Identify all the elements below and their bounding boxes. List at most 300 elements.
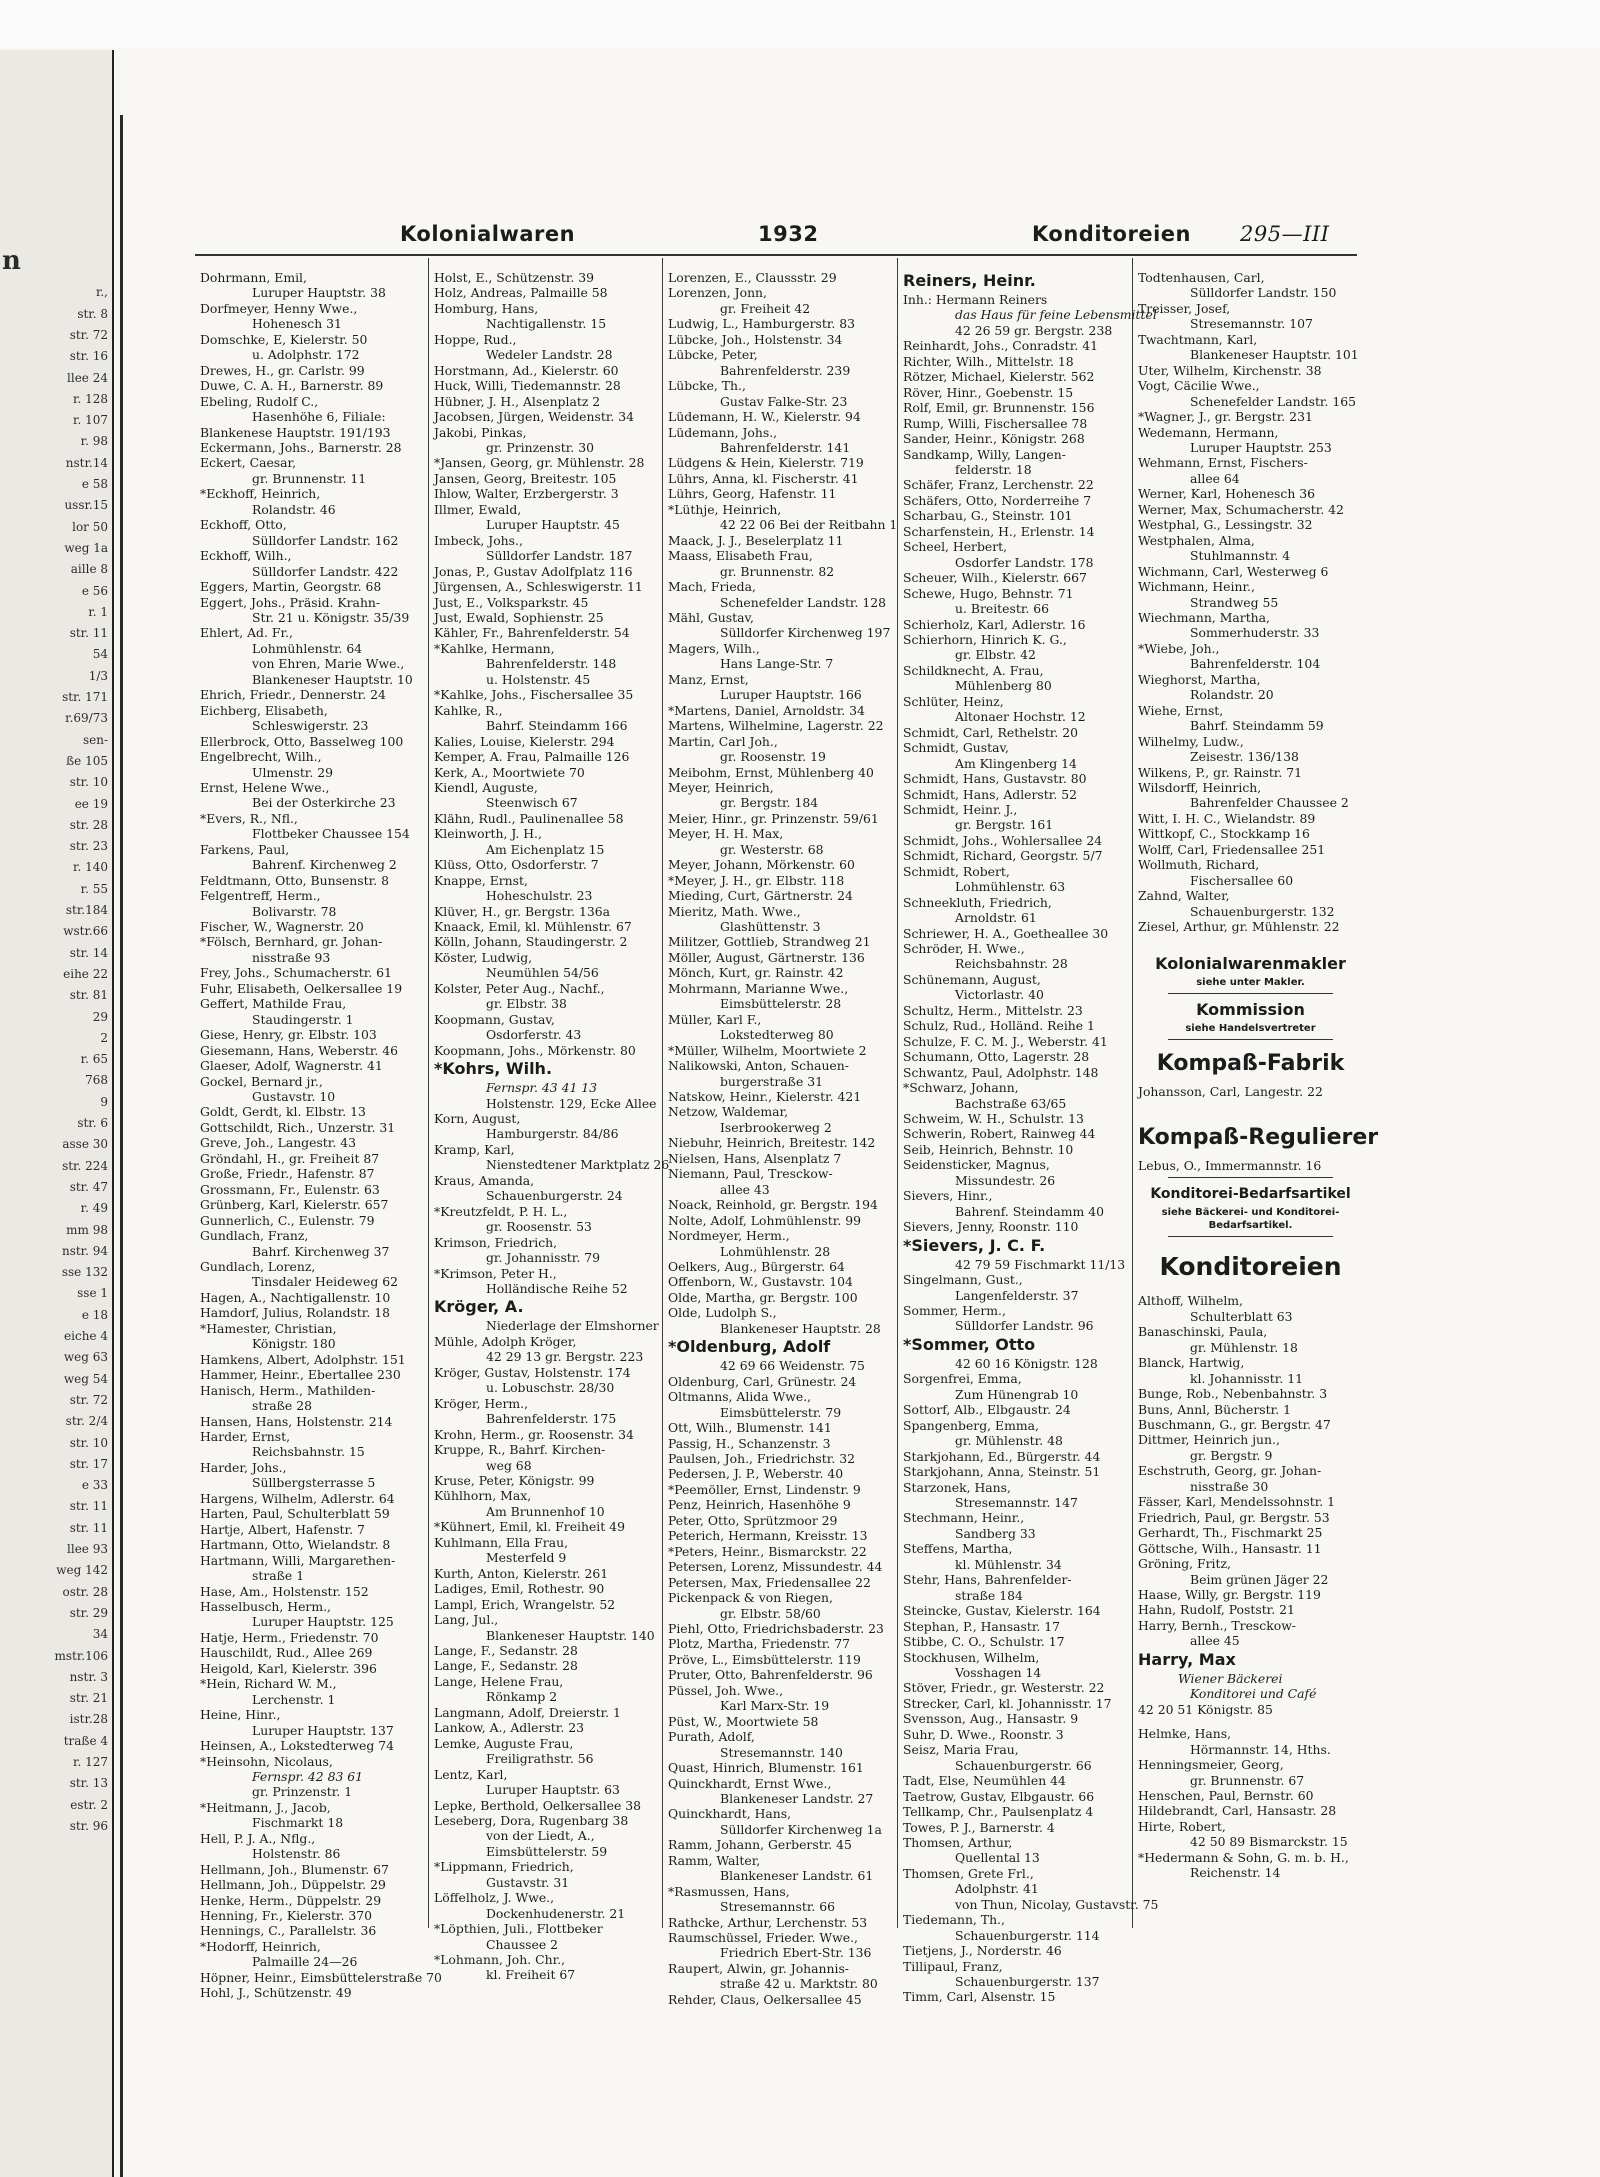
list-item: Lübcke, Peter, xyxy=(668,347,758,363)
list-item: *Evers, R., Nfl., xyxy=(200,810,298,826)
list-item: Luruper Hauptstr. 45 xyxy=(486,517,620,533)
list-item: Nolte, Adolf, Lohmühlenstr. 99 xyxy=(668,1212,861,1228)
column-1 xyxy=(200,270,442,2001)
list-item: Gundlach, Lorenz, xyxy=(200,1259,316,1274)
list-item: Eggers, Martin, Georgstr. 68 xyxy=(200,579,382,595)
list-item: das Haus für feine Lebensmittel xyxy=(955,307,1157,323)
list-item: Witt, I. H. C., Wielandstr. 89 xyxy=(1138,810,1316,826)
list-item: Dockenhudenerstr. 21 xyxy=(486,1905,626,1921)
list-item: Martens, Wilhelmine, Lagerstr. 22 xyxy=(668,718,884,734)
list-item: *Wagner, J., gr. Bergstr. 231 xyxy=(1138,409,1313,425)
list-item: 42 50 89 Bismarckstr. 15 xyxy=(1190,1834,1348,1850)
list-item: *Hedermann & Sohn, G. m. b. H., xyxy=(1138,1849,1349,1865)
list-item: Stresemannstr. 147 xyxy=(955,1494,1078,1510)
list-item: Quinckhardt, Ernst Wwe., xyxy=(668,1775,832,1791)
list-item: Schlüter, Heinz, xyxy=(903,693,1004,709)
prev-page-fragment: str. 72 xyxy=(69,327,108,342)
list-item: felderstr. 18 xyxy=(955,461,1032,477)
prev-page-fragment: str. 171 xyxy=(62,690,108,704)
list-item: Königstr. 180 xyxy=(252,1336,336,1352)
list-item: Quellental 13 xyxy=(955,1850,1040,1866)
list-item: Noack, Reinhold, gr. Bergstr. 194 xyxy=(668,1197,878,1213)
prev-page-fragment: sse 132 xyxy=(61,1265,108,1280)
list-item: Lange, Helene Frau, xyxy=(434,1673,564,1689)
list-item: Tadt, Else, Neumühlen 44 xyxy=(903,1773,1066,1789)
list-item: Wiechmann, Martha, xyxy=(1138,609,1270,625)
list-item: Lange, F., Sedanstr. 28 xyxy=(434,1642,578,1658)
list-item: Stehr, Hans, Bahrenfelder- xyxy=(903,1572,1072,1588)
list-item: gr. Elbstr. 38 xyxy=(486,996,567,1012)
list-item: Sülldorfer Landstr. 422 xyxy=(252,563,399,579)
list-item: Niebuhr, Heinrich, Breitestr. 142 xyxy=(668,1135,876,1151)
list-item: Eckhoff, Otto, xyxy=(200,517,287,533)
list-item: Kemper, A. Frau, Palmaille 126 xyxy=(434,749,630,765)
list-item: *Oldenburg, Adolf xyxy=(668,1337,831,1357)
list-item: Jürgensen, A., Schleswigerstr. 11 xyxy=(434,579,643,595)
section-title-kommission: Kommission xyxy=(1196,1000,1305,1020)
list-item: Lührs, Anna, kl. Fischerstr. 41 xyxy=(668,470,859,486)
list-item: Bei der Osterkirche 23 xyxy=(252,795,396,811)
prev-page-fragment: r. 65 xyxy=(80,1052,108,1067)
prev-page-fragment: r. 128 xyxy=(73,391,108,406)
prev-page-fragment: str. 28 xyxy=(69,817,108,832)
list-item: Bahrenfelderstr. 148 xyxy=(486,656,617,672)
list-item: Blankeneser Hauptstr. 28 xyxy=(720,1320,881,1336)
list-item: *Eckhoff, Heinrich, xyxy=(200,486,321,502)
list-item: Mönch, Kurt, gr. Rainstr. 42 xyxy=(668,965,844,981)
list-item: Westphalen, Alma, xyxy=(1138,532,1255,548)
list-item: Engelbrecht, Wilh., xyxy=(200,749,322,765)
list-item: Am Klingenberg 14 xyxy=(955,755,1077,771)
list-item: Zahnd, Walter, xyxy=(1138,888,1230,904)
list-item: Korn, August, xyxy=(434,1111,521,1127)
prev-page-fragment: str. 13 xyxy=(69,1776,108,1791)
list-item: gr. Roosenstr. 53 xyxy=(486,1219,592,1235)
list-item: Treisser, Josef, xyxy=(1138,300,1231,316)
list-item: *Hodorff, Heinrich, xyxy=(200,1938,321,1954)
list-item: Banaschinski, Paula, xyxy=(1138,1324,1268,1340)
list-item: Raumschüssel, Frieder. Wwe., xyxy=(668,1930,858,1946)
list-item: *Peters, Heinr., Bismarckstr. 22 xyxy=(668,1543,867,1559)
list-item: *Kahlke, Hermann, xyxy=(434,640,555,656)
list-item: Stresemannstr. 140 xyxy=(720,1744,843,1760)
list-item: Dorfmeyer, Henny Wwe., xyxy=(200,300,358,316)
list-item: 42 22 06 Bei der Reitbahn 1 xyxy=(720,517,898,533)
list-item: Schierhorn, Hinrich K. G., xyxy=(903,631,1067,647)
list-item: *Lippmann, Friedrich, xyxy=(434,1859,574,1875)
prev-page-fragment: r. 1 xyxy=(88,604,108,619)
list-item: Just, E., Volksparkstr. 45 xyxy=(434,594,589,610)
list-item: Sülldorfer Kirchenweg 197 xyxy=(720,625,891,641)
list-item: Seisz, Maria Frau, xyxy=(903,1742,1019,1758)
list-item: Wittkopf, C., Stockkamp 16 xyxy=(1138,826,1310,842)
list-item: Mieritz, Math. Wwe., xyxy=(668,903,801,919)
prev-page-fragment: r. 140 xyxy=(73,860,108,875)
list-item: Imbeck, Johs., xyxy=(434,532,523,548)
list-item: Goldt, Gerdt, kl. Elbstr. 13 xyxy=(200,1104,366,1120)
list-item: Hatje, Herm., Friedenstr. 70 xyxy=(200,1629,379,1645)
prev-page-fragment: str. 23 xyxy=(69,839,108,854)
list-item: Olde, Martha, gr. Bergstr. 100 xyxy=(668,1289,858,1305)
list-item: Mohrmann, Marianne Wwe., xyxy=(668,980,849,996)
list-item: *Kohrs, Wilh. xyxy=(434,1059,553,1079)
list-item: gr. Johannisstr. 79 xyxy=(486,1250,600,1266)
list-item: Freiligrathstr. 56 xyxy=(486,1751,594,1767)
list-item: Eschstruth, Georg, gr. Johan- xyxy=(1138,1463,1322,1479)
prev-page-fragment: aille 8 xyxy=(70,562,108,577)
list-item: Lüdgens & Hein, Kielerstr. 719 xyxy=(668,455,864,471)
prev-page-fragment: 9 xyxy=(100,1094,108,1109)
list-item: Fässer, Karl, Mendelssohnstr. 1 xyxy=(1138,1494,1336,1510)
list-item: Felgentreff, Herm., xyxy=(200,888,321,904)
prev-page-fragment: str. 10 xyxy=(69,775,108,790)
list-item: Taetrow, Gustav, Elbgaustr. 66 xyxy=(903,1788,1095,1804)
list-item: Farkens, Paul, xyxy=(200,841,290,857)
list-item: Holz, Andreas, Palmaille 58 xyxy=(434,285,608,301)
list-item: Henningsmeier, Georg, xyxy=(1138,1757,1284,1773)
section-note-kommission: siehe Handelsvertreter xyxy=(1185,1023,1316,1035)
list-item: Niemann, Paul, Tresckow- xyxy=(668,1166,833,1182)
prev-page-fragment: weg 54 xyxy=(63,1371,108,1386)
list-item: von Ehren, Marie Wwe., xyxy=(252,656,405,672)
header-rule xyxy=(195,254,1357,256)
list-item: Süllbergsterrasse 5 xyxy=(252,1475,376,1491)
list-item: Vogt, Cäcilie Wwe., xyxy=(1138,378,1260,394)
prev-page-fragment: 768 xyxy=(85,1073,108,1088)
list-item: Blankeneser Landstr. 27 xyxy=(720,1790,874,1806)
list-item: Pröve, L., Eimsbüttelerstr. 119 xyxy=(668,1651,861,1667)
list-item: *Löpthien, Juli., Flottbeker xyxy=(434,1921,603,1937)
prev-page-fragment: str. 81 xyxy=(69,988,108,1003)
list-item: Maass, Elisabeth Frau, xyxy=(668,548,813,564)
list-item: Paulsen, Joh., Friedrichstr. 32 xyxy=(668,1450,855,1466)
list-item: Bolivarstr. 78 xyxy=(252,903,337,919)
list-item: Stresemannstr. 107 xyxy=(1190,316,1313,332)
list-item: Harder, Ernst, xyxy=(200,1428,291,1444)
list-item: Beim grünen Jäger 22 xyxy=(1190,1571,1329,1587)
entry-kompass-regulierer: Lebus, O., Immermannstr. 16 xyxy=(1138,1157,1322,1173)
list-item: Lohmühlenstr. 28 xyxy=(720,1243,831,1259)
list-item: Peter, Otto, Sprützmoor 29 xyxy=(668,1512,838,1528)
list-item: Kramp, Karl, xyxy=(434,1141,515,1157)
list-item: Schauenburgerstr. 132 xyxy=(1190,903,1335,919)
list-item: Wedemann, Hermann, xyxy=(1138,424,1279,440)
list-item: burgerstraße 31 xyxy=(720,1073,823,1089)
list-item: Scharfenstein, H., Erlenstr. 14 xyxy=(903,523,1095,539)
konditoreien-list-a xyxy=(1138,1293,1363,1648)
list-item: *Wiebe, Joh., xyxy=(1138,640,1220,656)
list-item: Lübcke, Th., xyxy=(668,378,746,394)
column-divider xyxy=(428,258,429,1928)
prev-page-fragment: str. 47 xyxy=(69,1179,108,1194)
list-item: Kraus, Amanda, xyxy=(434,1172,535,1188)
list-item: Hartmann, Willi, Margarethen- xyxy=(200,1552,396,1568)
list-item: Schmidt, Richard, Georgstr. 5/7 xyxy=(903,848,1103,864)
list-item: Fernspr. 42 83 61 xyxy=(252,1768,364,1784)
list-item: allee 64 xyxy=(1190,470,1240,486)
list-item: Reinhardt, Johs., Conradstr. 41 xyxy=(903,338,1098,354)
list-item: allee 45 xyxy=(1190,1633,1240,1649)
list-item: Staudingerstr. 1 xyxy=(252,1011,354,1027)
list-item: Bahrf. Steindamm 59 xyxy=(1190,718,1324,734)
section-note-bedarf-2: Bedarfsartikel. xyxy=(1208,1220,1293,1232)
list-item: Reichsbahnstr. 15 xyxy=(252,1444,365,1460)
header-year: 1932 xyxy=(758,222,819,246)
column-4 xyxy=(903,270,1159,2005)
list-item: Kähler, Fr., Bahrenfelderstr. 54 xyxy=(434,625,630,641)
list-item: Lankow, A., Adlerstr. 23 xyxy=(434,1720,584,1736)
list-item: Hammer, Heinr., Ebertallee 230 xyxy=(200,1367,401,1383)
list-item: Niederlage der Elmshorner xyxy=(486,1318,659,1334)
list-item: Quinckhardt, Hans, xyxy=(668,1806,792,1822)
list-item: Wilhelmy, Ludw., xyxy=(1138,733,1244,749)
list-item: Seidensticker, Magnus, xyxy=(903,1157,1050,1173)
list-item: Mach, Frieda, xyxy=(668,579,756,595)
list-item: Hörmannstr. 14, Hths. xyxy=(1190,1741,1331,1757)
list-item: Ludwig, L., Hamburgerstr. 83 xyxy=(668,316,856,332)
list-item: Tietjens, J., Norderstr. 46 xyxy=(903,1943,1062,1959)
list-item: Rötzer, Michael, Kielerstr. 562 xyxy=(903,369,1095,385)
list-item: Heine, Hinr., xyxy=(200,1707,281,1723)
list-item: Püssel, Joh. Wwe., xyxy=(668,1682,784,1698)
list-item: Große, Friedr., Hafenstr. 87 xyxy=(200,1166,375,1182)
list-item: Mesterfeld 9 xyxy=(486,1550,567,1566)
list-item: Hohenesch 31 xyxy=(252,316,342,332)
list-item: Richter, Wilh., Mittelstr. 18 xyxy=(903,353,1074,369)
list-item: Seib, Heinrich, Behnstr. 10 xyxy=(903,1141,1074,1157)
list-item: Flottbeker Chaussee 154 xyxy=(252,826,410,842)
list-item: *Hamester, Christian, xyxy=(200,1320,337,1336)
prev-page-fragment: str. 17 xyxy=(69,1456,108,1471)
list-item: Gundlach, Franz, xyxy=(200,1228,309,1244)
harry-line-1: Wiener Bäckerei xyxy=(1178,1670,1283,1686)
list-item: Manz, Ernst, xyxy=(668,671,749,687)
list-item: Blankeneser Landstr. 61 xyxy=(720,1868,874,1884)
list-item: Fuhr, Elisabeth, Oelkersallee 19 xyxy=(200,980,403,996)
list-item: Friedrich Ebert-Str. 136 xyxy=(720,1945,872,1961)
prev-page-fragment: str. 14 xyxy=(69,945,108,960)
list-item: Buns, Annl, Bücherstr. 1 xyxy=(1138,1401,1291,1417)
list-item: Petersen, Lorenz, Missundestr. 44 xyxy=(668,1559,883,1575)
list-item: gr. Bergstr. 9 xyxy=(1190,1447,1273,1463)
list-item: Werner, Max, Schumacherstr. 42 xyxy=(1138,501,1344,517)
list-item: Hasenhöhe 6, Filiale: xyxy=(252,409,386,425)
list-item: Wehmann, Ernst, Fischers- xyxy=(1138,455,1308,471)
list-item: gr. Bergstr. 184 xyxy=(720,795,819,811)
list-item: Werner, Karl, Hohenesch 36 xyxy=(1138,486,1316,502)
list-item: Oldenburg, Carl, Grünestr. 24 xyxy=(668,1373,857,1389)
list-item: Kalies, Louise, Kielerstr. 294 xyxy=(434,733,615,749)
list-item: Quast, Hinrich, Blumenstr. 161 xyxy=(668,1760,864,1776)
list-item: Bunge, Rob., Nebenbahnstr. 3 xyxy=(1138,1386,1328,1402)
list-item: Sorgenfrei, Emma, xyxy=(903,1371,1022,1387)
section-title-konditoreien: Konditoreien xyxy=(1159,1252,1342,1282)
list-item: Ihlow, Walter, Erzbergerstr. 3 xyxy=(434,486,619,502)
list-item: Nielsen, Hans, Alsenplatz 7 xyxy=(668,1150,842,1166)
list-item: Kiendl, Auguste, xyxy=(434,779,538,795)
prev-page-fragment: str. 11 xyxy=(69,1520,108,1535)
list-item: Twachtmann, Karl, xyxy=(1138,331,1258,347)
list-item: Schultz, Herm., Mittelstr. 23 xyxy=(903,1002,1083,1018)
list-item: Sülldorfer Landstr. 162 xyxy=(252,532,399,548)
prev-page-fragment: nstr. 94 xyxy=(61,1243,108,1258)
list-item: Steenwisch 67 xyxy=(486,795,578,811)
section-note-bedarf-1: siehe Bäckerei- und Konditorei- xyxy=(1161,1207,1340,1219)
list-item: Mähl, Gustav, xyxy=(668,609,754,625)
list-item: Glashüttenstr. 3 xyxy=(720,919,821,935)
list-item: Koopmann, Gustav, xyxy=(434,1011,555,1027)
list-item: Schneekluth, Friedrich, xyxy=(903,894,1052,910)
prev-page-fragment: weg 63 xyxy=(63,1350,108,1365)
list-item: Heigold, Karl, Kielerstr. 396 xyxy=(200,1660,377,1676)
list-item: Wilsdorff, Heinrich, xyxy=(1138,779,1262,795)
list-item: Kahlke, R., xyxy=(434,702,503,718)
list-item: Meier, Hinr., gr. Prinzenstr. 59/61 xyxy=(668,810,879,826)
list-item: Ehrich, Friedr., Dennerstr. 24 xyxy=(200,687,386,703)
list-item: Schulz, Rud., Holländ. Reihe 1 xyxy=(903,1018,1095,1034)
list-item: Hahn, Rudolf, Poststr. 21 xyxy=(1138,1602,1295,1618)
list-item: allee 43 xyxy=(720,1181,770,1197)
prev-page-fragment: eihe 22 xyxy=(63,966,108,981)
list-item: Ramm, Walter, xyxy=(668,1852,761,1868)
list-item: gr. Prinzenstr. 30 xyxy=(486,439,594,455)
list-item: gr. Roosenstr. 19 xyxy=(720,749,826,765)
list-item: *Peemöller, Ernst, Lindenstr. 9 xyxy=(668,1481,861,1497)
list-item: Schauenburgerstr. 66 xyxy=(955,1757,1092,1773)
list-item: Duwe, C. A. H., Barnerstr. 89 xyxy=(200,378,384,394)
list-item: Hase, Am., Holstenstr. 152 xyxy=(200,1583,369,1599)
prev-page-fragment: weg 142 xyxy=(56,1563,108,1578)
list-item: Lentz, Karl, xyxy=(434,1766,508,1782)
prev-page-fragment: str. 21 xyxy=(69,1691,108,1706)
list-item: *Martens, Daniel, Arnoldstr. 34 xyxy=(668,702,865,718)
list-item: Rolandstr. 46 xyxy=(252,501,336,517)
list-item: Schmidt, Heinr. J., xyxy=(903,801,1018,817)
list-item: Uter, Wilhelm, Kirchenstr. 38 xyxy=(1138,362,1322,378)
list-item: Grünberg, Karl, Kielerstr. 657 xyxy=(200,1197,389,1213)
list-item: Fischmarkt 18 xyxy=(252,1815,344,1831)
list-item: Kruppe, R., Bahrf. Kirchen- xyxy=(434,1442,606,1458)
list-item: Henschen, Paul, Bernstr. 60 xyxy=(1138,1787,1314,1803)
column-3 xyxy=(668,270,898,2007)
list-item: Lüdemann, H. W., Kielerstr. 94 xyxy=(668,409,861,425)
list-item: Haase, Willy, gr. Bergstr. 119 xyxy=(1138,1587,1321,1602)
list-item: Singelmann, Gust., xyxy=(903,1272,1023,1288)
list-item: Fischer, W., Wagnerstr. 20 xyxy=(200,919,364,935)
list-item: Strecker, Carl, kl. Johannisstr. 17 xyxy=(903,1695,1112,1711)
prev-page-fragment: nstr. 3 xyxy=(69,1669,108,1684)
list-item: Meibohm, Ernst, Mühlenberg 40 xyxy=(668,764,874,780)
list-item: gr. Westerstr. 68 xyxy=(720,841,824,857)
list-item: straße 1 xyxy=(252,1568,305,1584)
list-item: Lerchenstr. 1 xyxy=(252,1691,336,1707)
list-item: Schröder, H. Wwe., xyxy=(903,941,1025,957)
list-item: Rönkamp 2 xyxy=(486,1689,558,1705)
prev-page-fragment: r. 49 xyxy=(80,1201,108,1216)
list-item: Neumühlen 54/56 xyxy=(486,965,599,981)
prev-page-fragment: eiche 4 xyxy=(64,1329,108,1343)
list-item: Oelkers, Aug., Bürgerstr. 64 xyxy=(668,1259,845,1274)
list-item: Ehlert, Ad. Fr., xyxy=(200,625,293,641)
list-item: Schmidt, Robert, xyxy=(903,863,1010,879)
prev-page-fragment: r. 98 xyxy=(80,434,108,449)
list-item: Am Brunnenhof 10 xyxy=(486,1503,605,1519)
list-item: Hagen, A., Nachtigallenstr. 10 xyxy=(200,1289,391,1305)
list-item: Eichberg, Elisabeth, xyxy=(200,702,328,718)
list-item: Magers, Wilh., xyxy=(668,640,760,656)
list-item: Blankeneser Hauptstr. 101 xyxy=(1190,347,1359,363)
list-item: Altonaer Hochstr. 12 xyxy=(955,709,1086,725)
prev-page-fragment: str. 16 xyxy=(69,349,108,364)
list-item: Hauschildt, Rud., Allee 269 xyxy=(200,1645,373,1661)
list-item: Hamkens, Albert, Adolphstr. 151 xyxy=(200,1351,406,1367)
list-item: Hartje, Albert, Hafenstr. 7 xyxy=(200,1521,365,1537)
section-note-makler: siehe unter Makler. xyxy=(1196,977,1305,989)
entry-kompass-fabrik: Johansson, Carl, Langestr. 22 xyxy=(1138,1084,1323,1100)
list-item: *Schwarz, Johann, xyxy=(903,1080,1019,1096)
list-item: Mieding, Curt, Gärtnerstr. 24 xyxy=(668,888,853,904)
list-item: Gustav Falke-Str. 23 xyxy=(720,393,848,409)
list-item: Wieghorst, Martha, xyxy=(1138,671,1261,687)
prev-page-fragment: str. 11 xyxy=(69,1499,108,1514)
list-item: Lepke, Berthold, Oelkersallee 38 xyxy=(434,1797,642,1813)
list-item: Militzer, Gottlieb, Strandweg 21 xyxy=(668,934,871,950)
list-item: Ziesel, Arthur, gr. Mühlenstr. 22 xyxy=(1138,919,1340,935)
list-item: *Heitmann, J., Jacob, xyxy=(200,1799,331,1815)
list-item: gr. Elbstr. 42 xyxy=(955,647,1036,663)
list-item: Hübner, J. H., Alsenplatz 2 xyxy=(434,393,601,409)
list-item: Passig, H., Schanzenstr. 3 xyxy=(668,1435,831,1451)
list-item: Bahrenf. Kirchenweg 2 xyxy=(252,857,397,873)
prev-page-fragment: str. 11 xyxy=(69,626,108,641)
list-item: Hasselbusch, Herm., xyxy=(200,1598,331,1614)
column-2 xyxy=(434,270,670,1983)
prev-page-fragment: lor 50 xyxy=(72,519,108,534)
list-item: Schenefelder Landstr. 165 xyxy=(1190,393,1357,409)
list-item: Wichmann, Heinr., xyxy=(1138,579,1255,595)
list-item: straße 28 xyxy=(252,1398,312,1414)
list-item: Lorenzen, Jonn, xyxy=(668,285,767,301)
list-item: kl. Johannisstr. 11 xyxy=(1190,1370,1303,1386)
list-item: Eimsbüttelerstr. 79 xyxy=(720,1404,842,1420)
prev-page-fragment: r.69/73 xyxy=(65,711,108,726)
list-item: Hoppe, Rud., xyxy=(434,331,517,347)
list-item: Höpner, Heinr., Eimsbüttelerstraße 70 xyxy=(200,1969,442,1985)
list-item: Giese, Henry, gr. Elbstr. 103 xyxy=(200,1027,377,1043)
prev-page-fragment: llee 24 xyxy=(67,370,108,385)
list-item: Rolf, Emil, gr. Brunnenstr. 156 xyxy=(903,400,1095,416)
list-item: Hohl, J., Schützenstr. 49 xyxy=(200,1985,352,2001)
list-item: Schünemann, August, xyxy=(903,971,1041,987)
prev-page-fragment: str. 8 xyxy=(77,306,108,321)
list-item: Eimsbüttelerstr. 59 xyxy=(486,1843,608,1859)
list-item: Eckermann, Johs., Barnerstr. 28 xyxy=(200,439,402,455)
list-item: 42 60 16 Königstr. 128 xyxy=(955,1355,1098,1371)
list-item: Domschke, E, Kielerstr. 50 xyxy=(200,331,368,347)
list-item: Gerhardt, Th., Fischmarkt 25 xyxy=(1138,1525,1323,1541)
list-item: Am Eichenplatz 15 xyxy=(486,841,605,857)
list-item: Reiners, Heinr. xyxy=(903,271,1036,290)
list-item: Ulmenstr. 29 xyxy=(252,764,334,780)
list-item: Luruper Hauptstr. 137 xyxy=(252,1722,394,1738)
list-item: Röver, Hinr., Goebenstr. 15 xyxy=(903,384,1074,400)
list-item: Rump, Willi, Fischersallee 78 xyxy=(903,415,1088,431)
list-item: gr. Brunnenstr. 67 xyxy=(1190,1772,1305,1788)
list-item: Löffelholz, J. Wwe., xyxy=(434,1890,555,1906)
list-item: Mühle, Adolph Kröger, xyxy=(434,1333,577,1349)
list-item: Kolster, Peter Aug., Nachf., xyxy=(434,980,605,996)
list-item: Knaack, Emil, kl. Mühlenstr. 67 xyxy=(434,919,632,935)
